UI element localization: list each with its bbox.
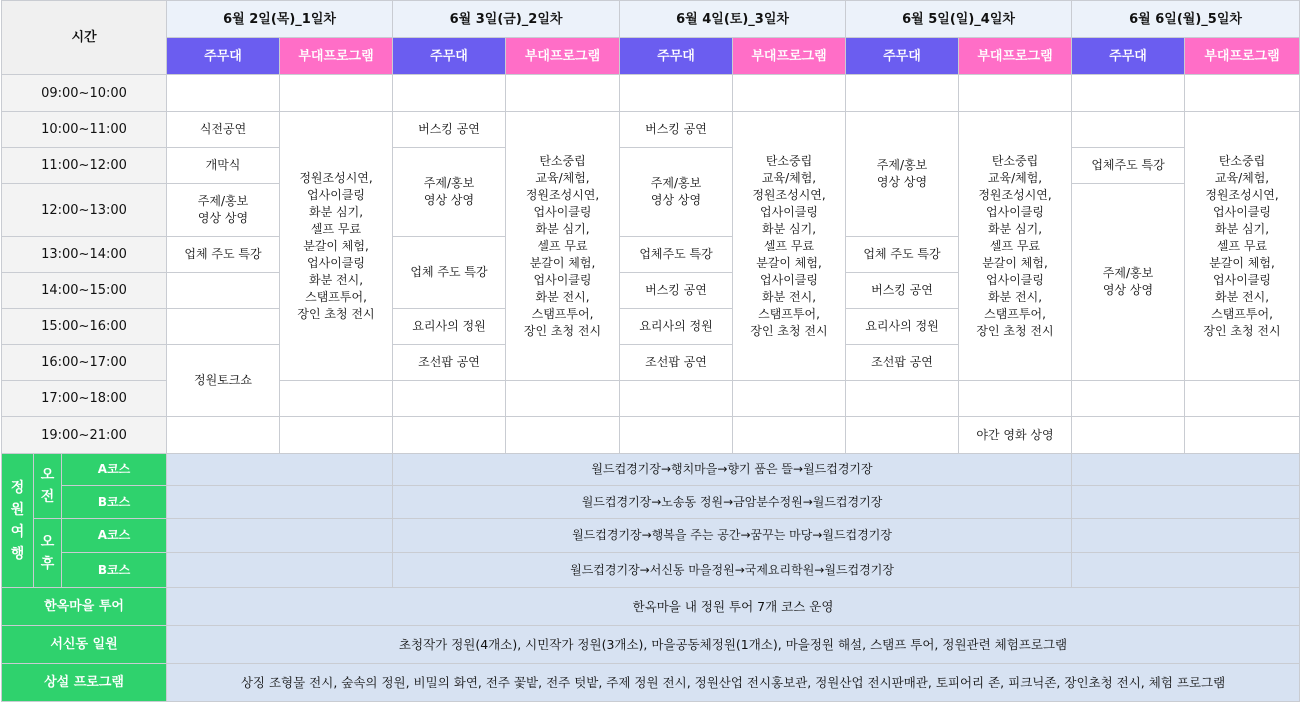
event-cell: 주제/홍보 영상 상영 — [846, 112, 959, 237]
empty-cell — [620, 381, 733, 417]
empty-cell — [167, 309, 280, 345]
permanent-program-label: 상설 프로그램 — [2, 664, 167, 702]
side-program-header: 부대프로그램 — [1185, 38, 1300, 75]
event-cell: 조선팝 공연 — [620, 345, 733, 381]
time-header: 시간 — [2, 1, 167, 75]
empty-cell — [167, 417, 280, 454]
event-cell: 버스킹 공연 — [620, 273, 733, 309]
event-cell: 업체주도 특강 — [1072, 148, 1185, 184]
tour-route-cell: 월드컵경기장→행치마을→향기 품은 뜰→월드컵경기장 — [393, 454, 1072, 486]
empty-cell — [1072, 112, 1185, 148]
day-header-1: 6월 2일(목)_1일차 — [167, 1, 393, 38]
empty-cell — [506, 381, 620, 417]
empty-cell — [1072, 417, 1185, 454]
time-slot: 11:00~12:00 — [2, 148, 167, 184]
side-program-cell: 탄소중립 교육/체험, 정원조성시연, 업사이클링 화분 심기, 셀프 무료 분갈이 체험, 업사이클링 화분 전시, 스탬프투어, 장인 초청 전시 — [733, 112, 846, 381]
tour-blank-cell — [1072, 486, 1300, 519]
tour-route-cell: 월드컵경기장→노송동 정원→금암분수정원→월드컵경기장 — [393, 486, 1072, 519]
empty-cell — [393, 381, 506, 417]
event-cell: 정원토크쇼 — [167, 345, 280, 417]
tour-blank-cell — [1072, 454, 1300, 486]
course-a-label: A코스 — [62, 519, 167, 553]
course-a-label: A코스 — [62, 454, 167, 486]
side-program-header: 부대프로그램 — [959, 38, 1072, 75]
side-program-cell: 탄소중립 교육/체험, 정원조성시연, 업사이클링 화분 심기, 셀프 무료 분갈이 체험, 업사이클링 화분 전시, 스탬프투어, 장인 초청 전시 — [959, 112, 1072, 381]
empty-cell — [1072, 381, 1185, 417]
event-cell: 개막식 — [167, 148, 280, 184]
side-program-header: 부대프로그램 — [733, 38, 846, 75]
side-program-header: 부대프로그램 — [506, 38, 620, 75]
empty-cell — [1072, 75, 1185, 112]
empty-cell — [167, 273, 280, 309]
side-program-header: 부대프로그램 — [280, 38, 393, 75]
empty-cell — [620, 75, 733, 112]
event-cell: 조선팝 공연 — [846, 345, 959, 381]
festival-schedule-table — [1, 0, 1300, 702]
event-cell: 조선팝 공연 — [393, 345, 506, 381]
afternoon-label-text: 오후 — [40, 534, 55, 572]
tour-route-cell: 월드컵경기장→행복을 주는 공간→꿈꾸는 마당→월드컵경기장 — [393, 519, 1072, 553]
tour-blank-cell — [1072, 553, 1300, 588]
afternoon-label — [34, 519, 62, 588]
day-header-3: 6월 4일(토)_3일차 — [620, 1, 846, 38]
tour-blank-cell — [167, 519, 393, 553]
empty-cell — [959, 75, 1072, 112]
main-stage-header: 주무대 — [1072, 38, 1185, 75]
event-cell: 업체 주도 특강 — [167, 237, 280, 273]
event-cell: 버스킹 공연 — [393, 112, 506, 148]
empty-cell — [1185, 417, 1300, 454]
permanent-program-text: 상징 조형물 전시, 숲속의 정원, 비밀의 화연, 전주 꽃밭, 전주 텃밭, 주제 정원 전시, 정원산업 전시홍보관, 정원산업 전시판매관, 토피어리 존, 피크닉존, 장인초청 전시, 체험 프로그램 — [167, 664, 1300, 702]
side-program-cell: 정원조성시연, 업사이클링 화분 심기, 셀프 무료 분갈이 체험, 업사이클링 화분 전시, 스탬프투어, 장인 초청 전시 — [280, 112, 393, 381]
empty-cell — [846, 75, 959, 112]
tour-blank-cell — [167, 454, 393, 486]
time-slot: 16:00~17:00 — [2, 345, 167, 381]
tour-blank-cell — [1072, 519, 1300, 553]
event-cell: 주제/홍보 영상 상영 — [167, 184, 280, 237]
time-slot: 12:00~13:00 — [2, 184, 167, 237]
empty-cell — [393, 75, 506, 112]
empty-cell — [733, 75, 846, 112]
event-cell: 버스킹 공연 — [846, 273, 959, 309]
empty-cell — [620, 417, 733, 454]
tour-route-cell: 월드컵경기장→서신동 마을정원→국제요리학원→월드컵경기장 — [393, 553, 1072, 588]
tour-blank-cell — [167, 486, 393, 519]
course-b-label: B코스 — [62, 486, 167, 519]
seosin-label: 서신동 일원 — [2, 626, 167, 664]
empty-cell — [846, 417, 959, 454]
empty-cell — [733, 381, 846, 417]
main-stage-header: 주무대 — [620, 38, 733, 75]
time-slot: 17:00~18:00 — [2, 381, 167, 417]
empty-cell — [959, 381, 1072, 417]
day-header-5: 6월 6일(월)_5일차 — [1072, 1, 1300, 38]
event-cell: 주제/홍보 영상 상영 — [393, 148, 506, 237]
garden-tour-label — [2, 454, 34, 588]
event-cell: 주제/홍보 영상 상영 — [620, 148, 733, 237]
empty-cell — [506, 75, 620, 112]
event-cell: 업체 주도 특강 — [846, 237, 959, 273]
event-cell: 업체주도 특강 — [620, 237, 733, 273]
side-program-cell: 탄소중립 교육/체험, 정원조성시연, 업사이클링 화분 심기, 셀프 무료 분갈이 체험, 업사이클링 화분 전시, 스탬프투어, 장인 초청 전시 — [506, 112, 620, 381]
hanok-tour-label: 한옥마을 투어 — [2, 588, 167, 626]
empty-cell — [733, 417, 846, 454]
time-slot: 15:00~16:00 — [2, 309, 167, 345]
hanok-tour-text: 한옥마을 내 정원 투어 7개 코스 운영 — [167, 588, 1300, 626]
event-cell: 주제/홍보 영상 상영 — [1072, 184, 1185, 381]
empty-cell — [280, 75, 393, 112]
event-cell: 야간 영화 상영 — [959, 417, 1072, 454]
empty-cell — [280, 417, 393, 454]
time-slot: 09:00~10:00 — [2, 75, 167, 112]
tour-blank-cell — [167, 553, 393, 588]
seosin-text: 초청작가 정원(4개소), 시민작가 정원(3개소), 마을공동체정원(1개소), 마을정원 해설, 스탬프 투어, 정원관련 체험프로그램 — [167, 626, 1300, 664]
main-stage-header: 주무대 — [846, 38, 959, 75]
event-cell: 업체 주도 특강 — [393, 237, 506, 309]
empty-cell — [167, 75, 280, 112]
event-cell: 요리사의 정원 — [620, 309, 733, 345]
event-cell: 식전공연 — [167, 112, 280, 148]
event-cell: 버스킹 공연 — [620, 112, 733, 148]
time-slot: 14:00~15:00 — [2, 273, 167, 309]
time-slot: 19:00~21:00 — [2, 417, 167, 454]
event-cell: 요리사의 정원 — [393, 309, 506, 345]
side-program-cell: 탄소중립 교육/체험, 정원조성시연, 업사이클링 화분 심기, 셀프 무료 분갈이 체험, 업사이클링 화분 전시, 스탬프투어, 장인 초청 전시 — [1185, 112, 1300, 381]
day-header-4: 6월 5일(일)_4일차 — [846, 1, 1072, 38]
empty-cell — [1185, 75, 1300, 112]
empty-cell — [280, 381, 393, 417]
morning-label-text: 오전 — [40, 467, 55, 505]
course-b-label: B코스 — [62, 553, 167, 588]
day-header-2: 6월 3일(금)_2일차 — [393, 1, 620, 38]
empty-cell — [1185, 381, 1300, 417]
event-cell: 요리사의 정원 — [846, 309, 959, 345]
empty-cell — [506, 417, 620, 454]
empty-cell — [393, 417, 506, 454]
time-slot: 13:00~14:00 — [2, 237, 167, 273]
morning-label — [34, 454, 62, 519]
time-slot: 10:00~11:00 — [2, 112, 167, 148]
main-stage-header: 주무대 — [393, 38, 506, 75]
empty-cell — [846, 381, 959, 417]
garden-tour-label-text: 정원여행 — [10, 479, 25, 562]
main-stage-header: 주무대 — [167, 38, 280, 75]
